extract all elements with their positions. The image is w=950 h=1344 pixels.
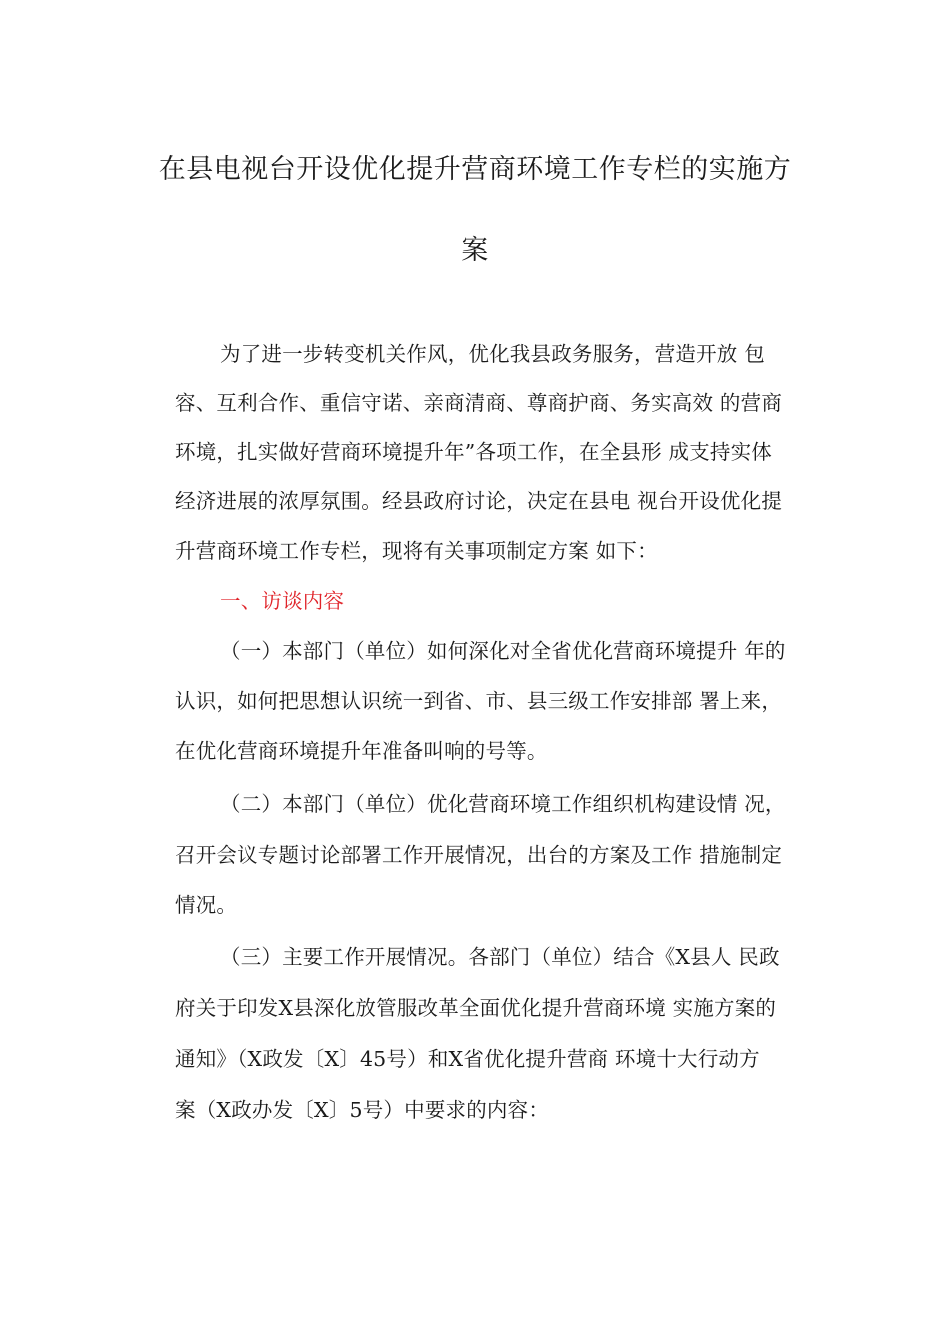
item-2-line-3: 情况。 xyxy=(175,893,238,917)
item-2-line-1: （二）本部门（单位）优化营商环境工作组织机构建设情 况， xyxy=(220,792,786,816)
intro-paragraph-line-3: 环境，扎实做好营商环境提升年”各项工作，在全县形 成支持实体 xyxy=(175,440,772,464)
item-3-line-3: 通知》（X政发〔X〕45号）和X省优化提升营商 环境十大行动方 xyxy=(175,1047,760,1071)
item-3-line-2: 府关于印发X县深化放管服改革全面优化提升营商环境 实施方案的 xyxy=(175,996,777,1020)
intro-paragraph-line-1: 为了进一步转变机关作风，优化我县政务服务，营造开放 包 xyxy=(220,342,765,366)
intro-paragraph-line-2: 容、互利合作、重信守诺、亲商清商、尊商护商、务实高效 的营商 xyxy=(175,391,783,415)
document-title-line-1: 在县电视台开设优化提升营商环境工作专栏的实施方 xyxy=(158,154,792,185)
intro-paragraph-line-5: 升营商环境工作专栏，现将有关事项制定方案 如下： xyxy=(175,539,658,563)
item-1-line-2: 认识，如何把思想认识统一到省、市、县三级工作安排部 署上来， xyxy=(175,689,783,713)
item-1-line-3: 在优化营商环境提升年准备叫响的号等。 xyxy=(175,739,548,763)
item-2-line-2: 召开会议专题讨论部署工作开展情况，出台的方案及工作 措施制定 xyxy=(175,843,783,867)
item-3-line-4: 案（X政办发〔X〕5号）中要求的内容： xyxy=(175,1098,550,1122)
section-heading-interview-content: 一、访谈内容 xyxy=(220,589,345,613)
item-1-line-1: （一）本部门（单位）如何深化对全省优化营商环境提升 年的 xyxy=(220,639,786,663)
item-3-line-1: （三）主要工作开展情况。各部门（单位）结合《X县人 民政 xyxy=(220,945,780,969)
document-title-line-2: 案 xyxy=(461,235,489,266)
intro-paragraph-line-4: 经济进展的浓厚氛围。经县政府讨论，决定在县电 视台开设优化提 xyxy=(175,489,783,513)
